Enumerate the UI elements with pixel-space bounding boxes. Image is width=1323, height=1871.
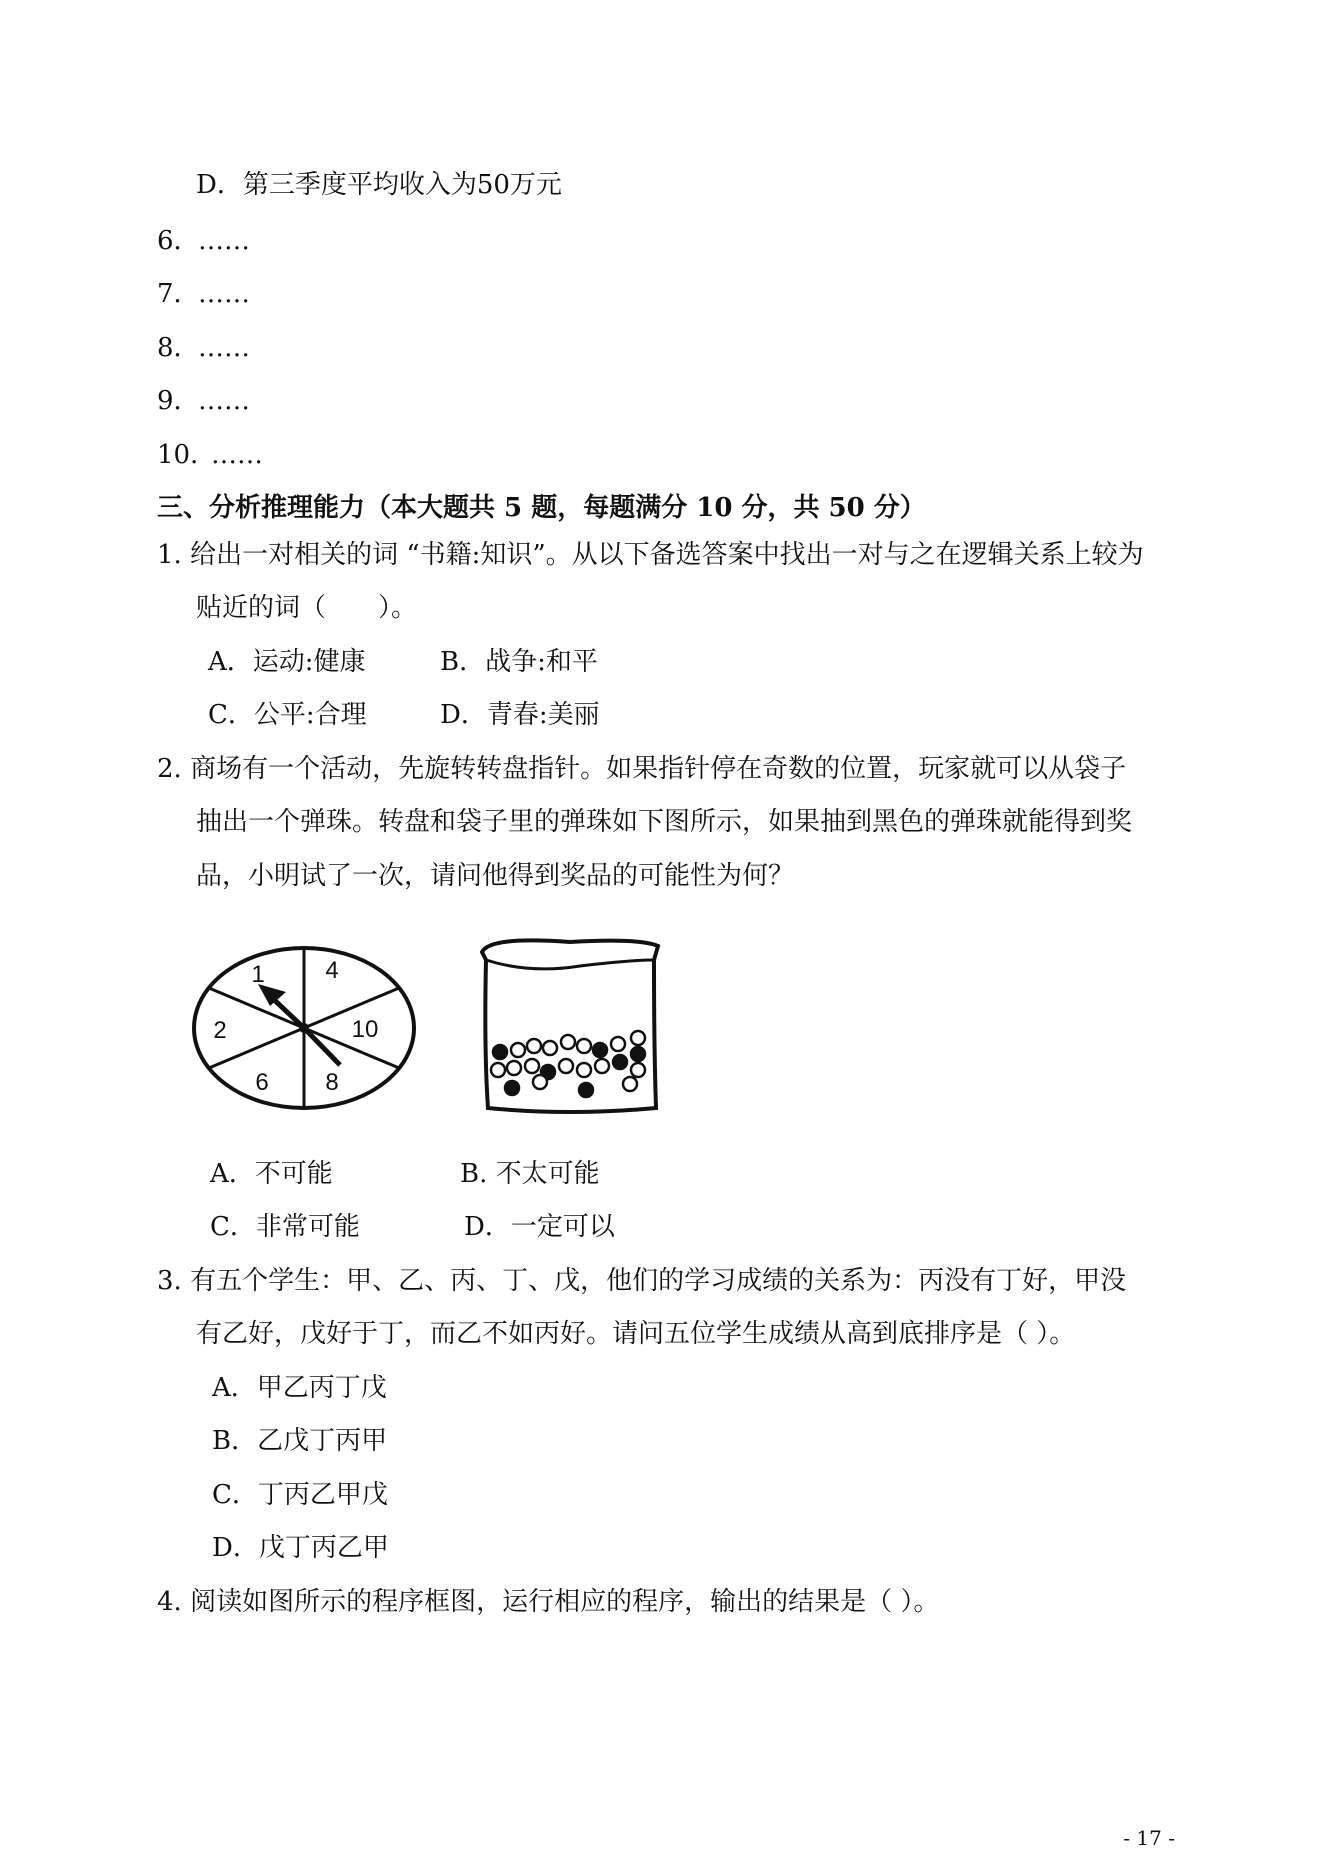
omitted-num: 9．: [157, 386, 200, 416]
spinner-number: 8: [325, 1069, 339, 1096]
q3-option-a: A．甲乙丙丁戊: [212, 1373, 387, 1403]
omitted-num: 6．: [157, 226, 200, 256]
omitted-num: 10．: [157, 440, 217, 470]
q1-option-d: D．青春:美丽: [440, 700, 600, 730]
q3-option-d: D．戊丁丙乙甲: [212, 1533, 389, 1563]
q4-text-line-1: 4. 阅读如图所示的程序框图，运行相应的程序，输出的结果是（ ）。: [157, 1587, 940, 1617]
q3-option-b: B．乙戊丁丙甲: [212, 1426, 388, 1456]
omitted-num: 8．: [157, 333, 200, 363]
white-marble: [559, 1059, 573, 1073]
q1-option-c: C．公平:合理: [208, 700, 367, 730]
omitted-num: 7．: [157, 279, 200, 309]
white-marble: [543, 1041, 557, 1055]
black-marble: [631, 1047, 645, 1061]
page-number: - 17 -: [1123, 1826, 1175, 1850]
white-marble: [631, 1031, 645, 1045]
white-marble: [507, 1061, 521, 1075]
spinner-figure: [190, 940, 420, 1120]
spinner-pivot: [299, 1023, 309, 1033]
white-marble: [631, 1063, 645, 1077]
q2-text-line-1: 2. 商场有一个活动，先旋转转盘指针。如果指针停在奇数的位置，玩家就可以从袋子: [157, 754, 1127, 784]
black-marble: [493, 1045, 507, 1059]
spinner-number: 6: [255, 1069, 269, 1096]
marble-bag-figure: [470, 930, 670, 1130]
white-marble: [611, 1037, 625, 1051]
omitted-text: ……: [198, 333, 250, 363]
white-marble: [525, 1059, 539, 1073]
q1-text-line-2: 贴近的词（ ）。: [196, 593, 418, 623]
q1-option-b: B．战争:和平: [440, 647, 598, 677]
black-marble: [613, 1055, 627, 1069]
white-marble: [577, 1063, 591, 1077]
q2-option-a: A．不可能: [210, 1159, 333, 1189]
omitted-text: ……: [211, 440, 263, 470]
q3-option-c: C．丁丙乙甲戊: [212, 1480, 388, 1510]
white-marble: [561, 1035, 575, 1049]
white-marble: [623, 1077, 637, 1091]
spinner-number: 10: [351, 1016, 379, 1043]
white-marble: [577, 1039, 591, 1053]
q3-text-line-1: 3. 有五个学生：甲、乙、丙、丁、戊，他们的学习成绩的关系为：丙没有丁好，甲没: [157, 1266, 1127, 1296]
q2-option-c: C．非常可能: [210, 1212, 360, 1242]
black-marble: [505, 1081, 519, 1095]
white-marble: [491, 1063, 505, 1077]
section-heading: 三、分析推理能力（本大题共 5 题，每题满分 10 分，共 50 分）: [157, 493, 926, 523]
spinner-number: 4: [325, 957, 339, 984]
white-marble: [533, 1075, 547, 1089]
q1-text-line-1: 1. 给出一对相关的词 “书籍:知识”。从以下备选答案中找出一对与之在逻辑关系上较为: [157, 540, 1144, 570]
q3-text-line-2: 有乙好，戊好于丁，而乙不如丙好。请问五位学生成绩从高到底排序是（ ）。: [196, 1319, 1076, 1349]
spinner-number: 2: [213, 1017, 227, 1044]
spinner-number: 1: [251, 961, 265, 988]
q2-text-line-2: 抽出一个弹珠。转盘和袋子里的弹珠如下图所示，如果抽到黑色的弹珠就能得到奖: [196, 807, 1133, 837]
q2-option-d: D．一定可以: [464, 1212, 615, 1242]
q2-text-line-3: 品，小明试了一次，请问他得到奖品的可能性为何？: [196, 861, 795, 891]
omitted-text: ……: [198, 386, 250, 416]
white-marble: [595, 1059, 609, 1073]
white-marble: [511, 1043, 525, 1057]
omitted-text: ……: [198, 226, 250, 256]
black-marble: [579, 1083, 593, 1097]
omitted-text: ……: [198, 279, 250, 309]
q1-option-a: A．运动:健康: [208, 647, 366, 677]
black-marble: [593, 1043, 607, 1057]
q2-option-b: B. 不太可能: [460, 1159, 600, 1189]
white-marble: [527, 1039, 541, 1053]
prev-option-d: D．第三季度平均收入为50万元: [196, 170, 562, 200]
